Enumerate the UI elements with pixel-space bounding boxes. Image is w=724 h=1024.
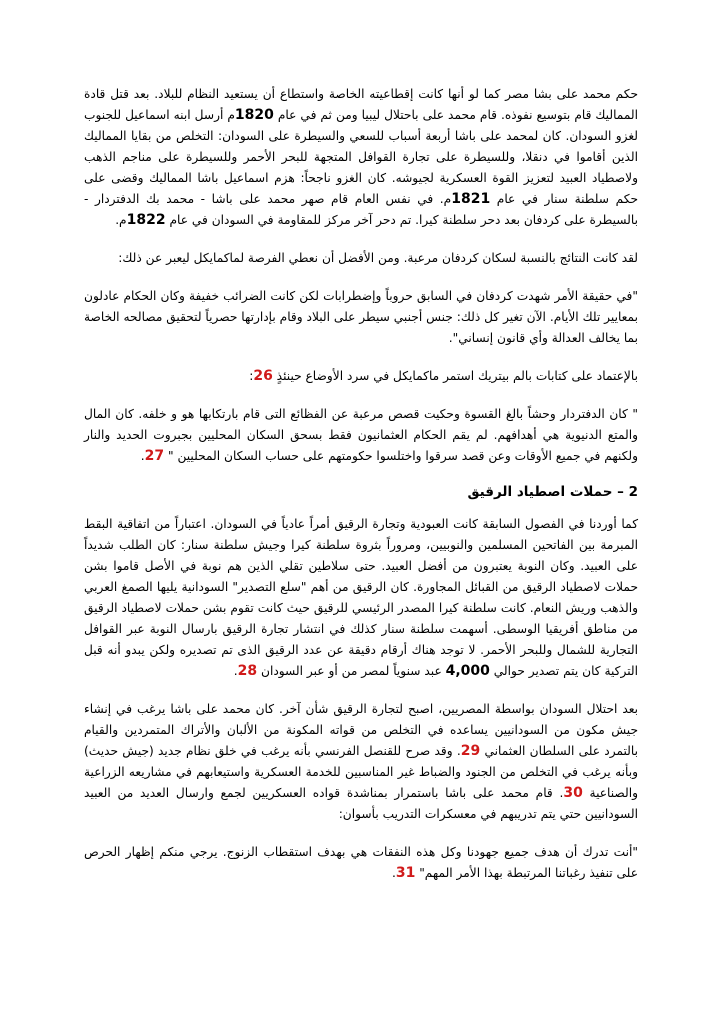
paragraph-egyptian-occupation: [84, 699, 638, 825]
slave-count: 4,000: [445, 663, 490, 679]
paragraph-text: م. في نفس العام قام صهر محمد على باشا - محمد بك الدفتردار - بالسيطرة على كردفان بعد دحر سلطنة كيرا. تم دحر آخر مركز للمقاومة في السودان في عام: [84, 192, 638, 227]
paragraph-text: عبد سنوياً لمصر من أو عبر السودان: [257, 664, 446, 678]
footnote-ref-31: 31: [395, 865, 416, 881]
footnote-ref-27: 27: [144, 448, 165, 464]
paragraph-text: . وقد صرح للقنصل الفرنسي بأنه يرغب في خلق نظام جديد (جيش حديث) وبأنه يرغب في التخلص من الجنود والضباط غير المناسبين للخدمة العسكرية واستيعابهم في مشاريعه الزراعية والصناعية: [84, 744, 638, 800]
paragraph-text: كما أوردنا في الفصول السابقة كانت العبودية وتجارة الرقيق أمراً عادياً في السودان. اعتباراً من اتفاقية البقط المبرمة بين الفاتحين المسلمين والنوبيين، ومروراً بثروة سلطنة كيرا وجيش سلطنة سنار: كان الطلب شديداً على العبيد. وكان النوبة يعتبرون من أفضل العبيد. حتى سلاطين تقلي الذين هم نوبة في الأصل قاموا بشن حملات لاصطياد الرقيق من القبائل المجاورة. كان الرقيق من أهم "سلع التصدير" السودانية يليها الصمغ العربي والذهب وريش النعام. كانت سلطنة كيرا المصدر الرئيسي للرقيق حيث كانت تقوم بشن حملات لاصطياد الرقيق من مناطق أفريقيا الوسطى. أسهمت سلطنة سنار كذلك في انتشار تجارة الرقيق بارسال النوبة عبر القوافل التجارية للشمال وللبحر الأحمر. لا توجد هناك أرقام دقيقة عن عدد الرقيق الذى تم تصديره ولكن يبدو أنه قبل التركية كان يتم تصدير حوالي: [84, 517, 638, 678]
paragraph-text: " كان الدفتردار وحشاً بالغ القسوة وحكيت قصص مرعبة عن الفظائع التى قام بارتكابها هو و خلفه. كان المال والمتع الدنيوية هي أهدافهم. لم يقم الحكام العثمانيون فقط بسحق السكان المحليين بجبروت الحديد والنار ولكنهم في جميع الأوقات وعن قصد سرقوا واختلسوا حكومتهم على حساب السكان المحليين ": [84, 407, 638, 463]
paragraph-kordofan-results: لقد كانت النتائج بالنسبة لسكان كردفان مرعبة. ومن الأفضل أن نعطي الفرصة لماكمايكل ليعبر عن ذلك:: [118, 251, 638, 265]
footnote-ref-28: 28: [237, 663, 258, 679]
punctuation: .: [140, 449, 145, 463]
paragraph-palme-sources: [84, 366, 638, 387]
footnote-ref-29: 29: [460, 743, 481, 759]
paragraph-slave-trade: [84, 514, 638, 682]
punctuation: :: [249, 369, 254, 383]
year-1822: 1822: [126, 212, 166, 228]
footnote-ref-26: 26: [253, 368, 273, 384]
paragraph-text: بالإعتماد على كتابات بالم بيتريك استمر ماكمايكل في سرد الأوضاع حينئذٍ: [272, 369, 638, 383]
paragraph-text: م أرسل ابنه اسماعيل للجنوب لغزو السودان. كان لمحمد على باشا أربعة أسباب للسعي والسيطرة على السودان: التخلص من بقايا المماليك الذين أقاموا في دنقلا، وللسيطرة على تجارة القوافل المتجهة للبحر الأحمر وللسيطرة على مناجم الذهب ولاصطياد العبيد لتعزيز القوة العسكرية لجيوشه. كان الغزو ناجحاً: هزم اسماعيل باشا المماليك وقضى على حكم سلطنة سنار في عام: [84, 108, 638, 206]
paragraph-muhammad-ali-conquest: [84, 84, 638, 231]
quote-muhammad-ali-letter: [84, 842, 638, 884]
footnote-ref-30: 30: [563, 785, 583, 801]
paragraph-text: بعد احتلال السودان بواسطة المصريين، اصبح لتجارة الرقيق شأن آخر. كان محمد على باشا يرغب في إنشاء جيش مكون من السودانيين يساعده في التخلص من قواته المكونة من الألبان والأتراك المتمردين والقيام بالتمرد على السلطان العثماني: [84, 702, 638, 758]
paragraph-text: "أنت تدرك أن هدف جميع جهودنا وكل هذه النفقات هي بهدف استقطاب الزنوج. يرجي منكم إظهار الحرص على تنفيذ رغباتنا المرتبطة بهذا الأمر المهم": [84, 845, 638, 880]
paragraph-text: . قام محمد على باشا باستمرار بمناشدة قواده العسكريين لجمع وارسال العديد من العبيد السودانيين حتي يتم تدريبهم في معسكرات التدريب بأسوان:: [84, 786, 638, 821]
year-1820: 1820: [234, 107, 274, 123]
quote-defterdar: [84, 404, 638, 467]
section-heading: 2 – حملات اصطياد الرقيق: [467, 484, 638, 500]
quote-macmichael: "في حقيقة الأمر شهدت كردفان في السابق حروباً وإضطرابات لكن كانت الضرائب خفيفة وكان الحكام عادلون بمعايير تلك الأيام. الآن تغير كل ذلك: جنس أجنبي سيطر على البلاد وقام بإدارتها حصرياً لتحقيق مصالحه الخاصة بما يخالف العدالة وأي قانون إنساني".: [84, 289, 638, 345]
year-1821: 1821: [451, 191, 491, 207]
punctuation: .: [233, 664, 238, 678]
paragraph-text: حكم محمد على بشا مصر كما لو أنها كانت إقطاعيته الخاصة واستطاع أن يستعيد النظام للبلاد. بعد قتل قادة المماليك قام بتوسيع نفوذه. قام محمد على باحتلال ليبيا ومن ثم في عام: [84, 87, 638, 122]
punctuation: .: [391, 866, 396, 880]
paragraph-text: م.: [115, 213, 127, 227]
